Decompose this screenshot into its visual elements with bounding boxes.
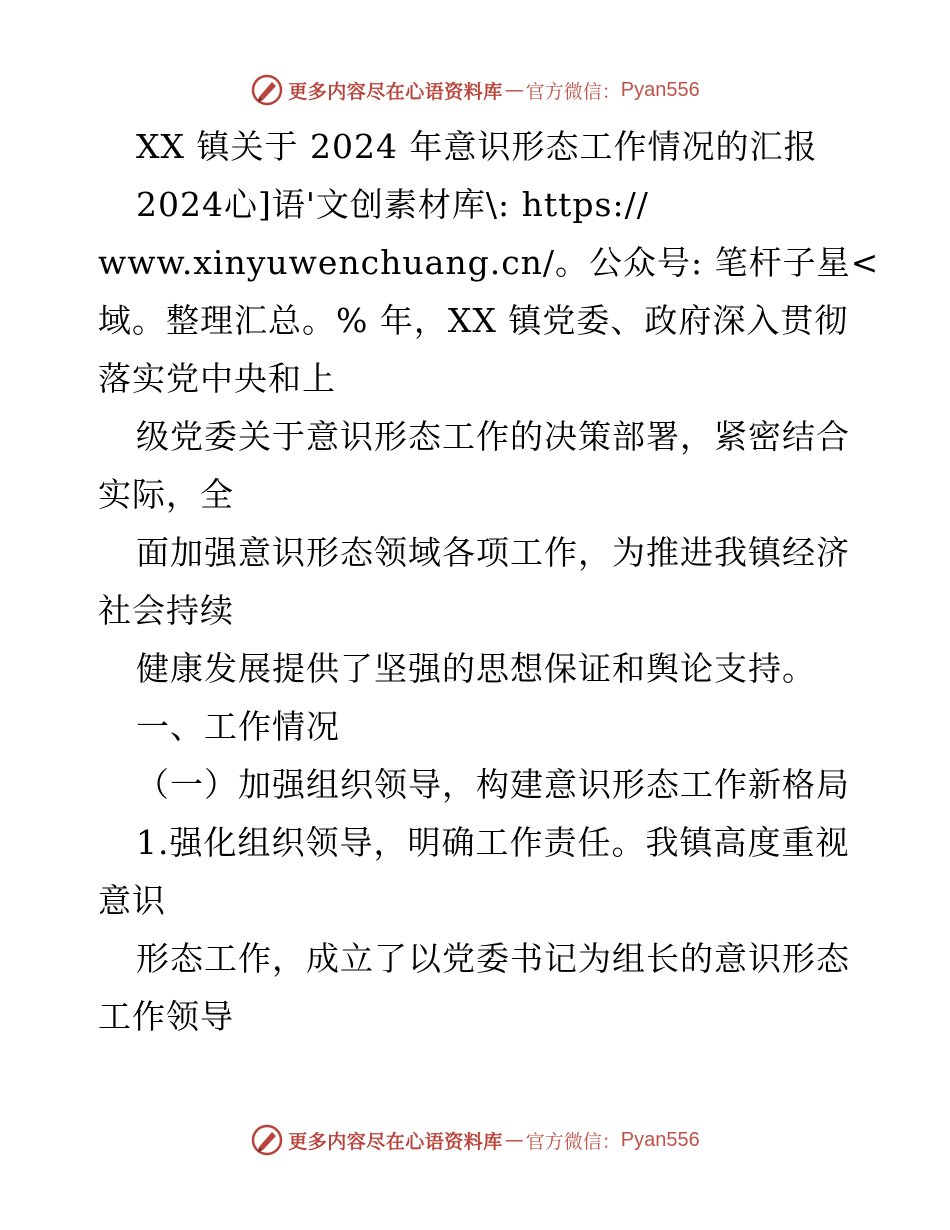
banner-wechat-id: Pyan556 — [620, 1128, 700, 1151]
banner-main-text: 更多内容尽在心语资料库 — [288, 80, 503, 103]
footer-banner — [0, 1120, 950, 1160]
text-line: 2024心]语'文创素材库\: https:// — [136, 185, 649, 224]
header-banner — [0, 70, 950, 110]
text-line: 健康发展提供了坚强的思想保证和舆论支持。 — [136, 649, 816, 688]
pen-logo-icon — [250, 73, 284, 107]
document-title: XX 镇关于 2024 年意识形态工作情况的汇报 — [136, 127, 818, 166]
section-heading: 一、工作情况 — [136, 707, 340, 746]
subsection-heading: （一）加强组织领导，构建意识形态工作新格局 — [136, 765, 850, 804]
banner-wechat-id: Pyan556 — [620, 78, 700, 101]
document-body — [98, 118, 880, 1046]
banner-dash: — — [504, 1129, 524, 1151]
text-line: 1.强化组织领导，明确工作责任。我镇高度重视 — [136, 823, 850, 862]
text-line: 落实党中央和上 — [98, 359, 336, 398]
text-line: 域。整理汇总。% 年，XX 镇党委、政府深入贯彻 — [98, 301, 849, 340]
pen-logo-icon — [250, 1123, 284, 1157]
banner-dash: — — [504, 79, 524, 101]
text-line: 社会持续 — [98, 591, 234, 630]
text-line: 工作领导 — [98, 997, 234, 1036]
text-line: 形态工作，成立了以党委书记为组长的意识形态 — [136, 939, 850, 978]
text-line: 实际，全 — [98, 475, 234, 514]
text-line: 意识 — [98, 881, 166, 920]
text-line: www.xinyuwenchuang.cn/。公众号: 笔杆子星< — [98, 243, 880, 282]
text-line: 级党委关于意识形态工作的决策部署，紧密结合 — [136, 417, 850, 456]
banner-wechat-label: 官方微信： — [525, 80, 621, 103]
text-line: 面加强意识形态领域各项工作，为推进我镇经济 — [136, 533, 850, 572]
banner-wechat-label: 官方微信： — [525, 1130, 621, 1153]
banner-main-text: 更多内容尽在心语资料库 — [288, 1130, 503, 1153]
